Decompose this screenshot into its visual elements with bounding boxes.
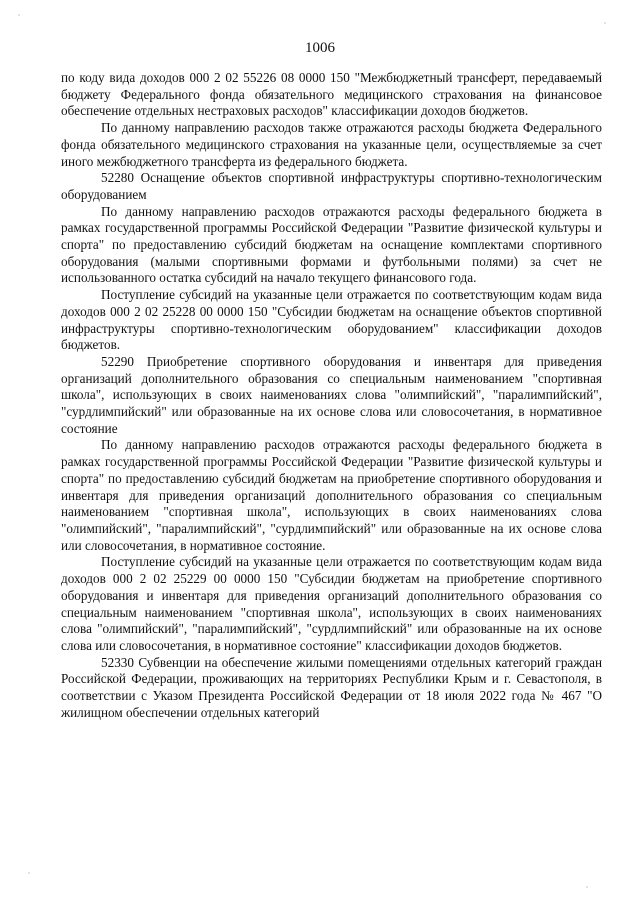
heading-52290: 52290 Приобретение спортивного оборудования и инвентаря для приведения организаций дополнительного образования со специальным наименованием "спортивная школа", использующих в своих наименованиях слова "олимпийский", "паралимпийский", "сурдлимпийский" или образованные на их основе слова или словосочетания, в нормативное состояние (61, 353, 602, 436)
page-number: 1006 (305, 40, 335, 56)
heading-52280: 52280 Оснащение объектов спортивной инфраструктуры спортивно-технологическим оборудованием (61, 170, 602, 202)
scan-speck (18, 14, 20, 16)
paragraph-52280-income: Поступление субсидий на указанные цели отражается по соответствующим кодам вида доходов 000 2 02 25228 00 0000 150 "Субсидии бюджетам на оснащение объектов спортивной инфраструктуры спортивно-технологическим оборудованием" классификации доходов бюджетов. (61, 287, 602, 353)
paragraph-ffoms-expenses: По данному направлению расходов также отражаются расходы бюджета Федерального фонда обязательного медицинского страхования на указанные цели, осуществляемые за счет иного межбюджетного трансферта из федерального бюджета. (61, 120, 602, 169)
heading-52330: 52330 Субвенции на обеспечение жилыми помещениями отдельных категорий граждан Российской Федерации, проживающих на территориях Республики Крым и г. Севастополя, в соответствии с Указом Президента Российской Федерации от 18 июля 2022 года № 467 "О жилищном обеспечении отдельных категорий (61, 654, 602, 720)
scan-speck (604, 22, 606, 24)
paragraph-52290-description: По данному направлению расходов отражаются расходы федерального бюджета в рамках государственной программы Российской Федерации "Развитие физической культуры и спорта" по предоставлению субсидий бюджетам на приобретение спортивного оборудования и инвентаря для приведения организаций дополнительного образования со специальным наименованием "спортивная школа", использующих в своих наименованиях слова "олимпийский", "паралимпийский", "сурдлимпийский" или образованные на их основе слова или словосочетания, в нормативное состояние. (61, 437, 602, 553)
scan-speck (28, 872, 30, 874)
scan-speck (586, 886, 588, 888)
document-body (61, 70, 602, 721)
paragraph-income-code-continuation: по коду вида доходов 000 2 02 55226 08 0000 150 "Межбюджетный трансферт, передаваемый бюджету Федерального фонда обязательного медицинского страхования на финансовое обеспечение отдельных нестраховых расходов" классификации доходов бюджетов. (61, 70, 602, 119)
paragraph-52290-income: Поступление субсидий на указанные цели отражается по соответствующим кодам вида доходов 000 2 02 25229 00 0000 150 "Субсидии бюджетам на приобретение спортивного оборудования и инвентаря для приведения организаций дополнительного образования со специальным наименованием "спортивная школа", использующих в своих наименованиях слова "олимпийский", "паралимпийский", "сурдлимпийский" или образованные на их основе слова или словосочетания, в нормативное состояние" классификации доходов бюджетов. (61, 554, 602, 653)
paragraph-52280-description: По данному направлению расходов отражаются расходы федерального бюджета в рамках государственной программы Российской Федерации "Развитие физической культуры и спорта" по предоставлению субсидий бюджетам на оснащение комплектами спортивного оборудования (малыми спортивными формами и футбольными полями) за счет не использованного остатка субсидий на начало текущего финансового года. (61, 203, 602, 286)
